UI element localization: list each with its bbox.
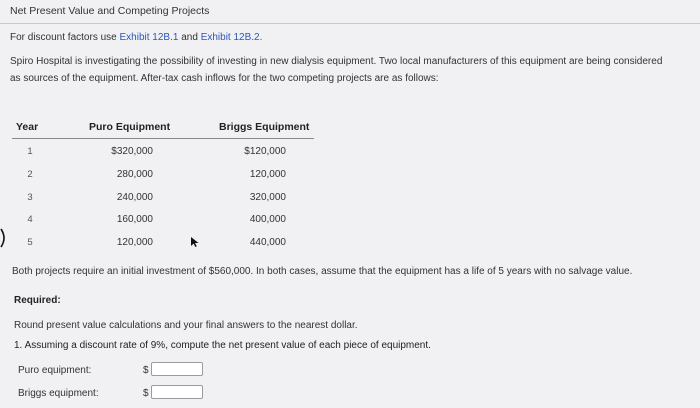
- row-year: 3: [27, 192, 33, 203]
- problem-line-1: Spiro Hospital is investigating the possibility of investing in new dialysis equipment. Two local manufacturers of this equipment are being considered: [10, 56, 663, 67]
- col-header-briggs: Briggs Equipment: [219, 121, 310, 133]
- row-year: 5: [27, 237, 33, 248]
- mouse-cursor-icon: [189, 236, 201, 248]
- exhibit-12b1-link[interactable]: Exhibit 12B.1: [119, 32, 179, 43]
- puro-currency-sign: $: [143, 365, 149, 376]
- row-puro-value: 240,000: [116, 192, 153, 203]
- row-briggs-value: 400,000: [249, 214, 286, 225]
- exhibit-12b2-link[interactable]: Exhibit 12B.2.: [200, 32, 263, 43]
- row-briggs-value: $120,000: [244, 146, 286, 157]
- row-puro-value: 160,000: [116, 214, 153, 225]
- col-header-puro: Puro Equipment: [89, 121, 171, 133]
- left-edge-bracket-icon: [0, 228, 8, 248]
- rounding-instruction: Round present value calculations and your final answers to the nearest dollar.: [14, 320, 358, 331]
- row-puro-value: 280,000: [116, 169, 153, 180]
- table-header-rule: [12, 138, 314, 139]
- discount-prefix: For discount factors use: [10, 32, 117, 43]
- row-year: 2: [27, 169, 33, 180]
- investment-note: Both projects require an initial investment of $560,000. In both cases, assume that the equipment has a life of 5 years with no salvage value.: [12, 266, 633, 277]
- row-briggs-value: 320,000: [249, 192, 286, 203]
- col-header-year: Year: [16, 121, 39, 133]
- row-year: 4: [27, 214, 33, 225]
- problem-description: [10, 53, 662, 87]
- problem-line-2: as sources of the equipment. After-tax cash inflows for the two competing projects are as follows:: [10, 73, 439, 84]
- row-briggs-value: 120,000: [249, 169, 286, 180]
- briggs-currency-sign: $: [143, 388, 149, 399]
- row-puro-value: $320,000: [111, 146, 153, 157]
- row-puro-value: 120,000: [116, 237, 153, 248]
- row-briggs-value: 440,000: [249, 237, 286, 248]
- title-divider: [0, 23, 700, 24]
- puro-equipment-label: Puro equipment:: [18, 365, 92, 376]
- required-heading: Required:: [14, 295, 61, 306]
- briggs-equipment-label: Briggs equipment:: [18, 388, 99, 399]
- question-1: 1. Assuming a discount rate of 9%, compute the net present value of each piece of equipment.: [14, 340, 431, 351]
- discount-factors-line: [10, 32, 262, 43]
- row-year: 1: [27, 146, 33, 157]
- briggs-npv-input[interactable]: [151, 385, 203, 399]
- discount-and: and: [181, 32, 198, 43]
- puro-npv-input[interactable]: [151, 362, 203, 376]
- page-title: Net Present Value and Competing Projects: [10, 5, 210, 17]
